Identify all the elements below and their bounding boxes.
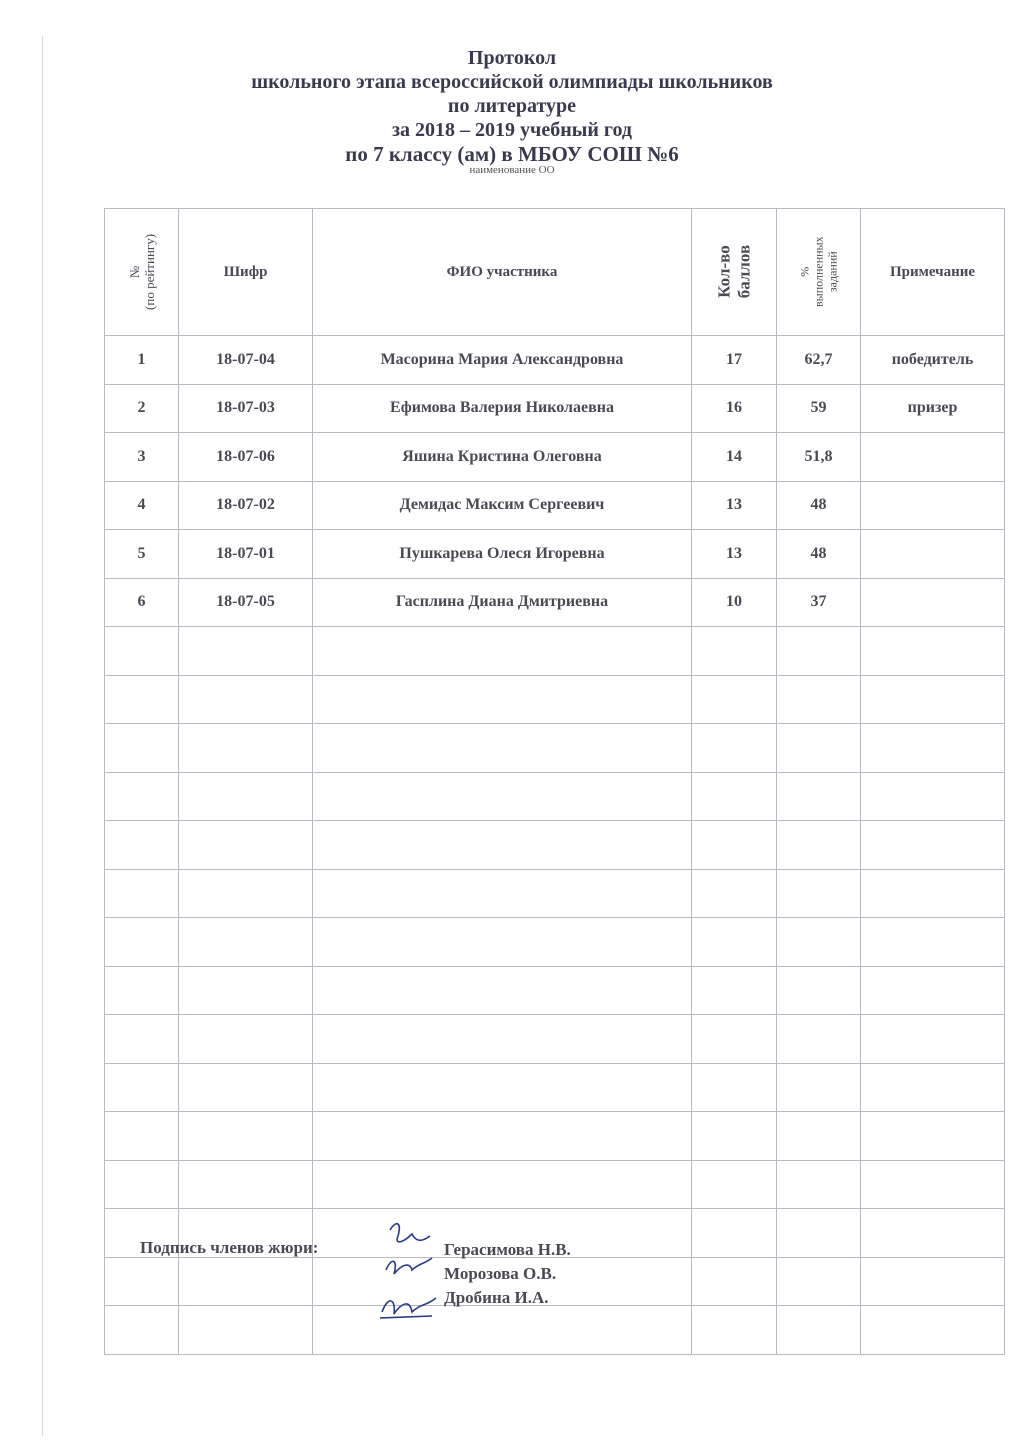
cell-percent: 62,7 xyxy=(777,336,861,385)
header-line-4: по 7 классу (ам) в МБОУ СОШ №6 xyxy=(345,142,679,166)
cell-rank: 6 xyxy=(105,578,179,627)
cell-name: Масорина Мария Александровна xyxy=(313,336,692,385)
jury-list xyxy=(444,1238,571,1310)
header-line-1: школьного этапа всероссийской олимпиады школьников xyxy=(251,71,773,93)
cell-code: 18-07-05 xyxy=(179,578,313,627)
empty-row xyxy=(105,772,1005,821)
table-row xyxy=(105,433,1005,482)
empty-row xyxy=(105,724,1005,773)
empty-row xyxy=(105,675,1005,724)
empty-row xyxy=(105,1112,1005,1161)
cell-note xyxy=(861,578,1005,627)
signature-label: Подпись членов жюри: xyxy=(140,1238,319,1257)
cell-name: Пушкарева Олеся Игоревна xyxy=(313,530,692,579)
table-row xyxy=(105,336,1005,385)
title: Протокол xyxy=(467,47,557,69)
cell-percent: 48 xyxy=(777,481,861,530)
header-rank xyxy=(105,209,179,336)
cell-note: призер xyxy=(861,384,1005,433)
cell-percent: 51,8 xyxy=(777,433,861,482)
cell-rank: 4 xyxy=(105,481,179,530)
cell-rank: 5 xyxy=(105,530,179,579)
empty-row xyxy=(105,869,1005,918)
handwritten-signatures xyxy=(372,1212,452,1332)
cell-note xyxy=(861,481,1005,530)
cell-code: 18-07-03 xyxy=(179,384,313,433)
empty-row xyxy=(105,1160,1005,1209)
cell-code: 18-07-06 xyxy=(179,433,313,482)
document-header xyxy=(0,46,1024,176)
header-rank-sub: (по рейтингу) xyxy=(142,233,158,310)
cell-name: Яшина Кристина Олеговна xyxy=(313,433,692,482)
empty-row xyxy=(105,821,1005,870)
empty-row xyxy=(105,1063,1005,1112)
results-table xyxy=(104,208,1005,1355)
cell-name: Ефимова Валерия Николаевна xyxy=(313,384,692,433)
cell-code: 18-07-02 xyxy=(179,481,313,530)
cell-score: 10 xyxy=(692,578,777,627)
header-score xyxy=(692,209,777,336)
cell-score: 14 xyxy=(692,433,777,482)
header-note: Примечание xyxy=(861,209,1005,336)
cell-code: 18-07-01 xyxy=(179,530,313,579)
cell-rank: 1 xyxy=(105,336,179,385)
table-row xyxy=(105,481,1005,530)
table-row xyxy=(105,578,1005,627)
header-percent-sub: выполненных заданий xyxy=(810,236,839,307)
cell-percent: 48 xyxy=(777,530,861,579)
table-header-row xyxy=(105,209,1005,336)
cell-rank: 3 xyxy=(105,433,179,482)
cell-code: 18-07-04 xyxy=(179,336,313,385)
header-code: Шифр xyxy=(179,209,313,336)
header-percent xyxy=(777,209,861,336)
empty-row xyxy=(105,1306,1005,1355)
header-subcaption: наименование ОО xyxy=(469,164,555,176)
cell-percent: 59 xyxy=(777,384,861,433)
cell-note: победитель xyxy=(861,336,1005,385)
header-percent-sym: % xyxy=(796,266,811,277)
cell-name: Гасплина Диана Дмитриевна xyxy=(313,578,692,627)
empty-row xyxy=(105,918,1005,967)
empty-row xyxy=(105,1015,1005,1064)
cell-rank: 2 xyxy=(105,384,179,433)
header-name: ФИО участника xyxy=(313,209,692,336)
cell-percent: 37 xyxy=(777,578,861,627)
header-line-2: по литературе xyxy=(447,95,577,117)
cell-score: 13 xyxy=(692,481,777,530)
header-line-3: за 2018 – 2019 учебный год xyxy=(392,119,632,141)
cell-note xyxy=(861,433,1005,482)
empty-row xyxy=(105,966,1005,1015)
table-row xyxy=(105,530,1005,579)
cell-note xyxy=(861,530,1005,579)
cell-name: Демидас Максим Сергеевич xyxy=(313,481,692,530)
page-edge xyxy=(42,36,43,1436)
jury-member: Герасимова Н.В. xyxy=(444,1240,571,1259)
empty-row xyxy=(105,627,1005,676)
cell-score: 17 xyxy=(692,336,777,385)
table-row xyxy=(105,384,1005,433)
jury-member: Дробина И.А. xyxy=(444,1288,549,1307)
header-rank-label: № xyxy=(127,265,143,278)
cell-score: 16 xyxy=(692,384,777,433)
header-score-label: Кол-во баллов xyxy=(714,245,753,299)
jury-member: Морозова О.В. xyxy=(444,1264,557,1283)
cell-score: 13 xyxy=(692,530,777,579)
